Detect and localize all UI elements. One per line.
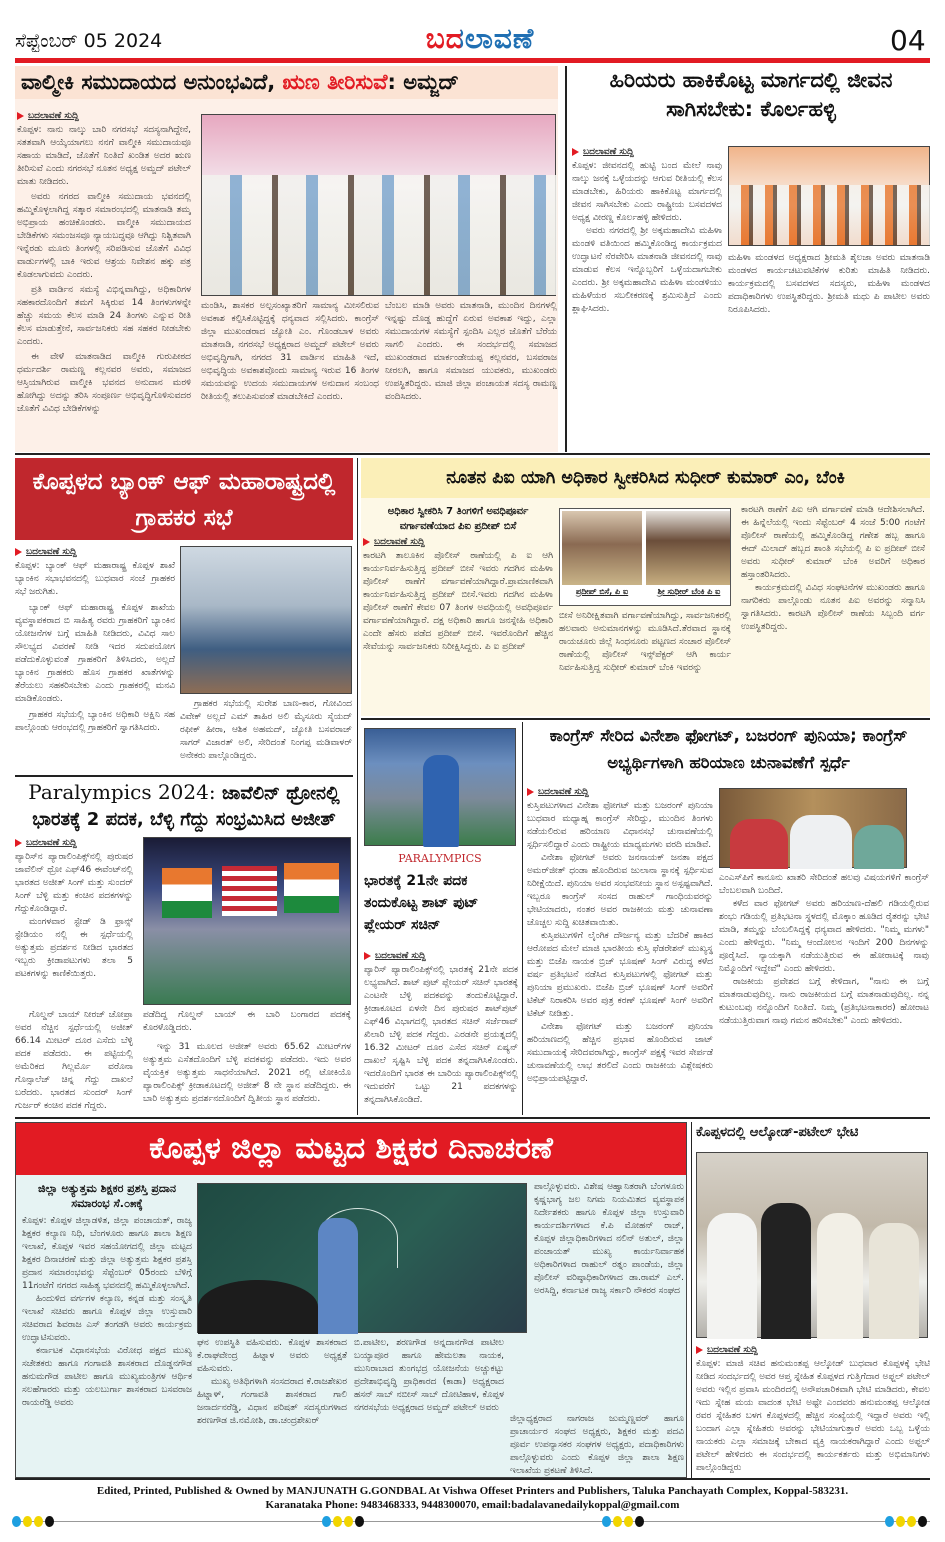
registration-dot bbox=[23, 1516, 32, 1527]
section-divider bbox=[15, 775, 353, 777]
teacher-figure bbox=[318, 1218, 358, 1334]
triangle-bullet-icon bbox=[363, 538, 370, 546]
registration-dot bbox=[885, 1516, 894, 1527]
photo-shotput-sachin bbox=[364, 728, 516, 846]
byline bbox=[572, 147, 722, 157]
article-body: ಮಂಗಳವಾರ ಸ್ಟೇಡ್ ಡಿ ಫ್ರಾನ್ಸ್ ಸ್ಟೇಡಿಯಂ ನಲ್ಲಿ ಈ ಸ್ಪರ್ಧೆಯಲ್ಲಿ ಅತ್ಯುತ್ತಮ ಪ್ರದರ್ಶನ ನೀಡಿದ ಭಾರತದ ಇಬ್ಬರು ಕ್ರೀಡಾಪಟುಗಳು ತಲಾ 5 ಪಟಕಗಳನ್ನು ಕಾಣಿಕೆಯಿತ್ತರು. bbox=[15, 917, 133, 979]
registration-dot bbox=[355, 1516, 364, 1527]
article-congress bbox=[527, 722, 930, 1115]
headline bbox=[15, 779, 353, 833]
article-body: ವಿನೇಶಾ ಫೋಗಟ್ ಅವರು ಜನನಾಯಕ್ ಜನತಾ ಪಕ್ಷದ ಅಮರ್‌ಜೀತ್ ಧಂಡಾ ಹೊಂದಿರುವ ಜುಲಾನಾ ಸ್ಥಾನಕ್ಕೆ ಸ್ಪರ್ಧಿಸುವ ನಿರೀಕ್ಷೆಯಿದೆ. ಪುನಿಯಾ ಅವರ ಸಂಭವನೀಯ ಸ್ಥಾನ ಅಸ್ಪಷ್ಟವಾಗಿದೆ. ಇಬ್ಬರೂ ಕಾಂಗ್ರೆಸ್ ಸಂಸದ ರಾಹುಲ್ ಗಾಂಧಿಯವರನ್ನು ಭೇಟಿಯಾದರು, ನಂತರ ಅವರ ರಾಜಕೀಯ ಮತ್ತು ಚುನಾವಣಾ ಚೊಚ್ಚಲ ಸುದ್ದಿ ಖಚಿತವಾಯಿತು. bbox=[527, 853, 713, 928]
photo-pradeep bbox=[562, 511, 642, 585]
headline-latin: Paralympics 2024: bbox=[28, 780, 222, 804]
article-body: ರಾಜಕೀಯ ಪ್ರವೇಶದ ಬಗ್ಗೆ ಕೇಳಿದಾಗ, "ನಾನು ಈ ಬಗ್ಗೆ ಮಾತನಾಡುವುದಿಲ್ಲ. ನಾನು ರಾಜಕೀಯದ ಬಗ್ಗೆ ಮಾತನಾಡುವುದಿಲ್ಲ. ನನ್ನ ಕುಟುಂಬವು ನನ್ನೊಂದಿಗೆ ನಿಂತಿದೆ. ನಿಮ್ಮ (ಪ್ರತಿಭಟನಾಕಾರರ) ಹೋರಾಟ ನಡೆಯುತ್ತಿರುವಾಗ ನಾವು ಗಮನ ಹರಿಸಬೇಕು" ಎಂದು ಹೇಳಿದರು. bbox=[719, 977, 929, 1026]
person-red-shirt bbox=[730, 819, 788, 869]
registration-dot bbox=[624, 1516, 633, 1527]
registration-bar bbox=[15, 1521, 930, 1522]
article-valmiki bbox=[15, 66, 558, 452]
byline bbox=[17, 111, 191, 121]
page-number: 04 bbox=[890, 24, 926, 57]
section-divider bbox=[15, 453, 930, 455]
footer-rule bbox=[15, 1478, 930, 1480]
article-body: ಕೊಪ್ಪಳ: ಮಾಜಿ ಸಚಿವ ಹನುಮಂತಪ್ಪ ಆಲ್ಕೋಡ್ ಬುಧವಾರ ಕೊಪ್ಪಳಕ್ಕೆ ಭೇಟಿ ನೀಡಿದ ಸಂದರ್ಭದಲ್ಲಿ ಅವರ ಆಪ್ತ ಸ್ನೇಹಿತ ಕೊಪ್ಪಳದ ಗುತ್ತಿಗೆದಾರ ಅಫ್ಜಲ್ ಪಟೇಲ್ ಅವರು ಇಲ್ಲಿನ ಪ್ರವಾಸಿ ಮಂದಿರದಲ್ಲಿ ಅನೌಪಚಾರಿಕವಾಗಿ ಭೇಟಿ ಮಾಡಿದರು, ಕೇವಲ ಇದು ಸ್ನೇಹ ಮಯ ವಾದಂತ ಭೇಟಿ ಅಷ್ಟೇ ಎಂದವರು ಹನುಮಂತಪ್ಪ ಆಲ್ಕೋಡ ರವರ ಸ್ನೇಹಿತರ ಬಳಗ ಕೊಪ್ಪಳದಲ್ಲಿ ಹೆಚ್ಚಿನ ಸಂಖ್ಯೆಯಲ್ಲಿ ಇದ್ದಾರೆ ಅವರು ಇಲ್ಲಿ ಬಂದಾಗ ಎಲ್ಲಾ ಸ್ನೇಹಿತರು ಅವರನ್ನು ಭೇಟಿಯಾಗುತ್ತಾರೆ ಅವರು ಒಬ್ಬ ಒಳ್ಳೆಯ ನಾಯಕರು ಎಲ್ಲಾ ಸಮಾಜಕ್ಕೆ ಬೇಕಾದ ವ್ಯಕ್ತಿ ನಾಯಕರಾಗಿದ್ದಾರೆ ಎಂದು ಅಫ್ಜಲ್ ಪಟೇಲ್ ಹೇಳಿದರು ಈ ಸಂದರ್ಭದಲ್ಲಿ ಕಾರ್ಯಕರ್ತರು ಮತ್ತು ಅಭಿಮಾನಿಗಳು ಪಾಲ್ಗೊಂಡಿದ್ದರು bbox=[696, 1359, 930, 1473]
article-body: ಕಾರಟಗಿ ತಾಲೂಕಿನ ಪೊಲೀಸ್ ಠಾಣೆಯಲ್ಲಿ ಪಿ ಐ ಆಗಿ ಕಾರ್ಯನಿರ್ವಹಿಸುತ್ತಿದ್ದ ಪ್ರದೀಪ್ ಬೀಸೆ ಇವರು ಗದಗಿನ ಮಹಿಳಾ ಪೊಲೀಸ್ ಠಾಣೆಗೆ ವರ್ಗಾವಣೆಯಾಗಿದ್ದಾರೆ.ಪ್ರಾಮಾಣಿಕವಾಗಿ ಕಾರ್ಯನಿರ್ವಹಿಸುತ್ತಿದ್ದ ಪ್ರದೀಪ್ ಬೀಸೆ.ಇವರು ಗದಗಿನ ಮಹಿಳಾ ಪೊಲೀಸ್ ಠಾಣೆಗೆ ಕೇವಲ 07 ತಿಂಗಳ ಅವಧಿಯಲ್ಲಿ ಅವಧಿಪೂರ್ವ ವರ್ಗಾವಣೆಯಾಗಿದ್ದಾರೆ. ದಕ್ಷ ಅಧಿಕಾರಿ ಹಾಗೂ ಜನಸ್ನೇಹಿ ಅಧಿಕಾರಿ ಎಂದೇ ಹೆಸರು ಪಡೆದ ಪ್ರದೀಪ್ ಬೀಸೆ. ಇವರೊಂದಿಗೆ ಹೆಚ್ಚಿನ ಸೇವೆಯನ್ನು ಸಾರ್ವಜನಿಕರು ನಿರೀಕ್ಷಿಸಿದ್ದರು. ಪಿ ಐ ಪ್ರದೀಪ್ bbox=[363, 551, 553, 652]
byline-text: ಬದಲಾವಣೆ ಸುದ್ದಿ bbox=[28, 111, 79, 121]
article-pi bbox=[361, 458, 930, 716]
triangle-bullet-icon bbox=[15, 548, 22, 556]
article-body: ವಿನೇಶಾ ಫೋಗಟ್ ಮತ್ತು ಬಜರಂಗ್ ಪುನಿಯಾ ಹರಿಯಾಣದಲ್ಲಿ ಹೆಚ್ಚಿನ ಪ್ರಭಾವ ಹೊಂದಿರುವ ಜಾಟ್ ಸಮುದಾಯಕ್ಕೆ ಸೇರಿದವರಾಗಿದ್ದು, ಕಾಂಗ್ರೆಸ್ ಪಕ್ಷಕ್ಕೆ ಇವರ ಸೇರ್ಪಡೆ ಚುನಾವಣೆಯಲ್ಲಿ ಲಾಭ ತರಲಿದೆ ಎಂದು ರಾಜಕೀಯ ವಿಶ್ಲೇಷಕರು ಅಭಿಪ್ರಾಯಪಟ್ಟಿದ್ದಾರೆ. bbox=[527, 1022, 713, 1084]
triangle-bullet-icon bbox=[17, 112, 24, 120]
article-body: ಈ ವೇಳೆ ಮಾತನಾಡಿದ ವಾಲ್ಮೀಕಿ ಗುರುಪೀಠದ ಧರ್ಮದರ್ಶಿ ರಾಮಣ್ಣ ಕಲ್ಲನವರ ಅವರು, ಸಮಾಜದ ಆಸ್ತಿಯಾಗಿರುವ ವಾಲ್ಮೀಕಿ ಭವನದ ಅನುದಾನ ಮರಳಿ ಹೋಗಿದ್ದು ಅದನ್ನು ತರಿಸಿ ಸಂಪೂರ್ಣ ಅಭಿವೃದ್ಧಿಗೊಳಿಸುವದರ ಜೊತೆಗೆ ವಿವಿಧ ಬೇಡಿಕೆಗಳನ್ನು bbox=[17, 352, 191, 414]
person-floral bbox=[854, 825, 904, 869]
article-body: ಬ್ಯಾಂಕ್ ಆಫ್ ಮಹಾರಾಷ್ಟ್ರ ಕೊಪ್ಪಳ ಶಾಖೆಯ ವ್ಯವಸ್ಥಾಪಕರಾದ ಬಿ ಸಾಹಿತ್ಯ ರವರು ಗ್ರಾಹಕರಿಗೆ ಬ್ಯಾಂಕಿನ ಯೋಜನೆಗಳ ಬಗ್ಗೆ ಮಾಹಿತಿ ನೀಡಿದರು, ವಿವಿಧ ಸಾಲ ಸೌಲಭ್ಯದ ವಿವರಣೆ ನೀಡಿ ಇದರ ಸದುಪಯೋಗ ಪಡೆದುಕೊಳ್ಳುವಂತೆ ಗ್ರಾಹಕರಿಗೆ ತಿಳಿಸಿದರು, ಅಲ್ಲದೆ ಬ್ಯಾಂಕಿನ ಗ್ರಾಹಕರು ಹೊಸ ಗ್ರಾಹಕರ ಖಾತೆಗಳನ್ನು ತೆರೆಯಲು ಸಹಕರಿಸಬೇಕು ಎಂದು ಗ್ರಾಹಕರಲ್ಲಿ ಮನವಿ ಮಾಡಿಕೊಂಡರು. bbox=[15, 603, 175, 704]
article-body: ಮಂಡಿಸಿ, ಶಾಸಕರ ಅಲ್ಪಸಂಖ್ಯಾತರಿಗೆ ಸಾಮಾನ್ಯ ಮೀಸಲಿರುವ ಅವಕಾಶ ಕಲ್ಪಿಸಿಕೊಟ್ಟಿದ್ದಕ್ಕೆ ಧನ್ಯವಾದ ಸಲ್ಲಿಸಿದರು. ಕಾಂಗ್ರೆಸ್ ಜಿಲ್ಲಾ ಮುಖಂಡರಾದ ಜ್ಯೋತಿ ಎಂ. ಗೊಂಡಬಾಳ ಅವರು ಮಾತನಾಡಿ, ನಗರಸಭೆ ಅಧ್ಯಕ್ಷರಾದ ಅಮ್ಜದ್ ಪಟೇಲ್ ಅವರು ಅಭಿವೃದ್ಧಿಗಾಗಿ, ನಗರದ 31 ವಾರ್ಡಿನ ಮಾಹಿತಿ ಇದೆ, ಅಭಿವೃದ್ಧಿಯ ಅವಕಾಶವೊಂದು ಸಾಮಾನ್ಯ ಇರುವ 16 ತಿಂಗಳ ಸಮಯವನ್ನು ಉದಯ ಸಮುದಾಯಗಳ ಅನುದಾನ ಸಂಬಂಧ ರೀತಿಯಲ್ಲಿ ತಲುಪಿಸುವಂತೆ ಮಾಡಬೇಕಿದೆ ಎಂದರು. bbox=[201, 301, 379, 402]
article-korlahalli bbox=[572, 66, 930, 452]
article-teachers-day bbox=[15, 1122, 687, 1478]
article-body: ಅವರು ನಗರದಲ್ಲಿ ಶ್ರೀ ಅಕ್ಕಮಹಾದೇವಿ ಮಹಿಳಾ ಮಂಡಳಿ ವತಿಯಿಂದ ಹಮ್ಮಿಕೊಂಡಿದ್ದ ಕಾರ್ಯಕ್ರಮದ ಉದ್ಘಾಟನೆ ನೆರವೇರಿಸಿ ಮಾತನಾಡಿ ಜೀವನದಲ್ಲಿ ನಾವು ಮಾಡುವ ಕೆಲಸ ಇನ್ನೊಬ್ಬರಿಗೆ ಒಳ್ಳೆಯದಾಗಬೇಕು ಎಂದರು. ಶ್ರೀ ಅಕ್ಕಮಹಾದೇವಿ ಮಹಿಳಾ ಮಂಡಳಿಯು ಮಹಿಳೆಯರ ಸಬಲೀಕರಣಕ್ಕೆ ಶ್ರಮಿಸುತ್ತಿದೆ ಎಂದು ಶ್ಲಾಘಿಸಿದರು. bbox=[572, 226, 722, 314]
headline: ಹಿರಿಯರು ಹಾಕಿಕೊಟ್ಟ ಮಾರ್ಗದಲ್ಲಿ ಜೀವನ ಸಾಗಿಸಬೇಕು: ಕೊರ್ಲಹಳ್ಳಿ bbox=[609, 68, 893, 121]
newspaper-logo bbox=[380, 22, 580, 58]
article-body: ಅವರು ನಗರದ ವಾಲ್ಮೀಕಿ ಸಮುದಾಯ ಭವನದಲ್ಲಿ ಹಮ್ಮಿಕೊಳ್ಳಲಾಗಿದ್ದ ಸತ್ಕಾರ ಸಮಾರಂಭದಲ್ಲಿ ಮಾತನಾಡಿ ತಮ್ಮ ಅಭಿಪ್ರಾಯ ಹಂಚಿಕೊಂಡರು. ವಾಲ್ಮೀಕಿ ಸಮುದಾಯದ ಬೇಡಿಕೆಗಳು ಸಮಂಜಸವೂ ನ್ಯಾಯಬದ್ಧವೂ ಆಗಿದ್ದು ನಿಶ್ಚಿತವಾಗಿ ಇನ್ನೆರಡು ಮೂರು ತಿಂಗಳಲ್ಲಿ ಸರಿಪಡಿಸುವ ಜೊತೆಗೆ ವಿವಿಧ ವಾರ್ಡುಗಳಲ್ಲಿ ಬಾಕಿ ಇರುವ ಆಶ್ರಯ ನಿವೇಶನ ಹಕ್ಕು ಪತ್ರ ಕೊಡಲಾಗುವದು ಎಂದರು. bbox=[17, 192, 191, 280]
byline-text: ಬದಲಾವಣೆ ಸುದ್ದಿ bbox=[375, 951, 426, 961]
column-divider bbox=[357, 722, 358, 1115]
subheadline: ಜಿಲ್ಲಾ ಅತ್ಯುತ್ತಮ ಶಿಕ್ಷಕರ ಪ್ರಶಸ್ತಿ ಪ್ರದಾನ ಸಮಾರಂಭ ಸೆ.೦೫ಕ್ಕೆ bbox=[37, 1182, 177, 1210]
section-kicker: PARALYMPICS bbox=[398, 852, 482, 865]
article-body: ಕೊಪ್ಪಳ: ಬ್ಯಾಂಕ್ ಆಫ್ ಮಹಾರಾಷ್ಟ್ರ ಕೊಪ್ಪಳ ಶಾಖೆ ಬ್ಯಾಂಕಿನ ಸಭಾಭವನದಲ್ಲಿ ಬುಧವಾರ ಸಂಜೆ ಗ್ರಾಹಕರ ಸಭೆ ಜರುಗಿತು. bbox=[15, 561, 175, 597]
article-alkod-patel bbox=[696, 1122, 930, 1478]
masthead bbox=[0, 0, 945, 62]
article-body: ಕಾರಟಗಿ ಠಾಣೆಗೆ ಪಿಐ ಆಗಿ ವರ್ಗಾವಣೆ ಮಾಡಿ ಆದೇಶಿಸಲಾಗಿದೆ. ಈ ಹಿನ್ನೆಲೆಯಲ್ಲಿ ಇಂದು ಸೆಪ್ಟೆಂಬರ್ 4 ಸಂಜೆ 5:00 ಗಂಟೆಗೆ ಪೊಲೀಸ್ ಠಾಣೆಯಲ್ಲಿ ಹಮ್ಮಿಕೊಂಡಿದ್ದ ಗಣೇಶ ಹಬ್ಬ ಹಾಗೂ ಈದ್ ಮಿಲಾದ್ ಹಬ್ಬದ ಶಾಂತಿ ಸಭೆಯಲ್ಲಿ ಪಿ ಐ ಪ್ರದೀಪ್ ಬೀಸೆ ಅವರು ಸುಧೀರ್ ಕುಮಾರ್ ಬೆಂಕಿ ಅವರಿಗೆ ಅಧಿಕಾರ ಹಸ್ತಾಂತರಿಸಿದರು. bbox=[741, 505, 925, 580]
photo-javelin-podium bbox=[143, 837, 351, 1005]
flag-india-right bbox=[284, 863, 339, 913]
masthead-red-rule bbox=[15, 58, 930, 63]
article-body: ಗ್ರಾಹಕರ ಸಭೆಯಲ್ಲಿ ಸುರೇಶ ಬಾಣ-ಕಾರ, ಗೋವಿಂದ ವಿವೇಕ್ ಅಲ್ಲದೆ ಎಮ್ ತಾಹಿರ ಅಲಿ ಮೈಸೂರು ಸೈಯದ್ ರಫೀಕ್ ಹೀರಾ, ಆಶಿಕ ಅಹಮದ್, ಜ್ಯೋತಿ ಬಸವರಾಜ್ ಸಾಗರ್ ವಿಜಾರತ್ ಅಲಿ, ಸೇರಿದಂತೆ ನಿಂಗಪ್ಪ ಮಡಿವಾಳರ್ ಅನೇಕರು ಪಾಲ್ಗೊಂಡಿದ್ದರು. bbox=[180, 699, 352, 761]
article-bank bbox=[15, 458, 353, 774]
imprint-line-2: Karanataka Phone: 9483468333, 9448300070, email:badalavanedailykoppal@gmail.com bbox=[265, 1499, 680, 1511]
article-body: ಬೆಂಬಲ ಮಾಡಿ ಅವರು ಮಾತನಾಡಿ, ಮುಂದಿನ ದಿನಗಳಲ್ಲಿ ಇನ್ನಷ್ಟು ದೊಡ್ಡ ಹುದ್ದೆಗೆ ಏರುವ ಅವಕಾಶ ಇದ್ದು, ಎಲ್ಲಾ ಸಮುದಾಯಗಳ ಸಮಸ್ಯೆಗೆ ಸ್ಪಂದಿಸಿ ಎಲ್ಲರ ಜೊತೆಗೆ ಬೆರೆಯ ಸಾಗಲಿ ಎಂದರು. ಈ ಸಂದರ್ಭದಲ್ಲಿ ಸಮಾಜದ ಮುಖಂಡರಾದ ಮಾರ್ಕಂಡೇಯಪ್ಪ ಕಲ್ಲನವರ, ಬಸವರಾಜ ನೀರಲಗಿ, ಹಾಗೂ ಸಮಾಜದ ಯುವಕರು, ಮುಖಂಡರು ಉಪಸ್ಥಿತರಿದ್ದರು. ಮಾಜಿ ಜಿಲ್ಲಾ ಪಂಚಾಯತ ಸದಸ್ಯ ರಾಮಣ್ಣ ವಂದಿಸಿದರು. bbox=[385, 301, 557, 402]
flag-india-left bbox=[162, 868, 212, 918]
imprint bbox=[0, 1484, 945, 1516]
column-divider bbox=[522, 722, 523, 1115]
article-paralympics-shotput bbox=[362, 722, 518, 1115]
registration-dot bbox=[918, 1516, 927, 1527]
article-body: ಜಿಲ್ಲಾಧ್ಯಕ್ಷರಾದ ನಾಗರಾಜ ಜುಮ್ಮಣ್ಣವರ್ ಹಾಗೂ ಪ್ರಾಚಾರ್ಯರ ಸಂಘದ ಅಧ್ಯಕ್ಷರು, ಶಿಕ್ಷಕರ ಮತ್ತು ಪದವಿ ಪೂರ್ವ ಉಪನ್ಯಾಸಕರ ಸಂಘಗಳ ಅಧ್ಯಕ್ಷರು, ಪದಾಧಿಕಾರಿಗಳು ಪಾಲ್ಗೊಳ್ಳುವರು ಎಂದು ಕೊಪ್ಪಳ ಜಿಲ್ಲಾ ಶಾಲಾ ಶಿಕ್ಷಣ ಇಲಾಖೆಯ ಪ್ರಕಟಣೆ ತಿಳಿಸಿದೆ. bbox=[510, 1414, 684, 1476]
byline-text: ಬದಲಾವಣೆ ಸುದ್ದಿ bbox=[538, 787, 589, 797]
article-body: ಕಾರ್ಯಕ್ರಮದಲ್ಲಿ ವಿವಿಧ ಸಂಘಟನೆಗಳ ಮುಖಂಡರು ಹಾಗೂ ನಾಗರಿಕರು ಪಾಲ್ಗೊಂಡು ನೂತನ ಪಿಐ ಅವರನ್ನು ಸನ್ಮಾನಿಸಿ ಸ್ವಾಗತಿಸಿದರು. ಕಾರಟಗಿ ಪೊಲೀಸ್ ಠಾಣೆಯ ಸಿಬ್ಬಂದಿ ವರ್ಗ ಉಪಸ್ಥಿತರಿದ್ದರು. bbox=[741, 583, 925, 632]
headline: ಕೊಪ್ಪಳದ ಬ್ಯಾಂಕ್ ಆಫ್ ಮಹಾರಾಷ್ಟ್ರದಲ್ಲಿ ಗ್ರಾಹಕರ ಸಭೆ bbox=[15, 458, 353, 540]
article-body: ಪಡೆದಿದ್ದ ಗೊಲ್ಡನ್ ಬಾಯ್ ಈ ಬಾರಿ ಬಂಗಾರದ ಪದಕಕ್ಕೆ ಕೊರಳೊಡ್ಡಿದರು. bbox=[143, 1010, 351, 1033]
registration-dot bbox=[45, 1516, 54, 1527]
headline: ನೂತನ ಪಿಐ ಯಾಗಿ ಅಧಿಕಾರ ಸ್ವೀಕರಿಸಿದ ಸುಧೀರ್ ಕುಮಾರ್ ಎಂ, ಬೆಂಕಿ bbox=[361, 458, 930, 498]
article-body: ಹಿಂದುಳಿದ ವರ್ಗಗಳ ಕಲ್ಯಾಣ, ಕನ್ನಡ ಮತ್ತು ಸಂಸ್ಕೃತಿ ಇಲಾಖೆ ಸಚಿವರು ಹಾಗೂ ಕೊಪ್ಪಳ ಜಿಲ್ಲಾ ಉಸ್ತುವಾರಿ ಸಚಿವರಾದ ಶಿವರಾಜ ಎಸ್ ತಂಗಡಗಿ ಅವರು ಕಾರ್ಯಕ್ರಮ ಉದ್ಘಾಟಿಸುವರು. bbox=[22, 1294, 192, 1343]
column-divider bbox=[691, 1122, 692, 1478]
article-body: ಕಳೆದ ವಾರ ಫೋಗಟ್ ಅವರು ಹರಿಯಾಣ-ದೆಹಲಿ ಗಡಿಯಲ್ಲಿರುವ ಶಂಭು ಗಡಿಯಲ್ಲಿ ಪ್ರತಿಭಟನಾ ಸ್ಥಳದಲ್ಲಿ ಮೊಕ್ಕಾಂ ಹೂಡಿದ ರೈತರನ್ನು ಭೇಟಿ ಮಾಡಿ, ತಮ್ಮನ್ನು ಬೆಂಬಲಿಸಿದ್ದಕ್ಕೆ ಧನ್ಯವಾದ ಹೇಳಿದರು. "ನಿಮ್ಮ ಮಗಳು" ಎಂದು ಹೇಳಿದ್ದರು. "ನಿಮ್ಮ ಆಂದೋಲನ ಇಂದಿಗೆ 200 ದಿನಗಳನ್ನು ಪೂರೈಸಿದೆ. ನ್ಯಾಯಕ್ಕಾಗಿ ನಡೆಯುತ್ತಿರುವ ಈ ಹೋರಾಟಕ್ಕೆ ನಾವು ನಿಮ್ಮೊಂದಿಗೆ ಇದ್ದೇವೆ" ಎಂದು ಹೇಳಿದರು. bbox=[719, 899, 929, 974]
photo-bank-meeting bbox=[180, 546, 352, 694]
byline-text: ಬದಲಾವಣೆ ಸುದ್ದಿ bbox=[26, 547, 77, 557]
headline-highlight: ಋಣ ತೀರಿಸುವೆ bbox=[282, 70, 388, 94]
article-body: ಮಹಿಳಾ ಮಂಡಳದ ಅಧ್ಯಕ್ಷರಾದ ಶ್ರೀಮತಿ ಶೈಲಜಾ ಅವರು ಮಾತನಾಡಿ ಮಂಡಳದ ಕಾರ್ಯಚಟುವಟಿಕೆಗಳ ಕುರಿತು ಮಾಹಿತಿ ನೀಡಿದರು. ಕಾರ್ಯಕ್ರಮದಲ್ಲಿ ಬಸವದಳದ ಸದಸ್ಯರು, ಮಹಿಳಾ ಮಂಡಳದ ಪದಾಧಿಕಾರಿಗಳು ಉಪಸ್ಥಿತರಿದ್ದರು. ಶ್ರೀಮತಿ ಮಧು ಪಿ ಪಾಟೀಲ ಅವರು ನಿರೂಪಿಸಿದರು. bbox=[728, 253, 930, 315]
photo-caption: ಪ್ರದೀಪ್ ಬಿಸೆ, ಪಿ ಐ bbox=[575, 587, 629, 596]
column-divider bbox=[565, 66, 567, 452]
article-body: ಕುಸ್ತಿಪಟುಗಳಾದ ವಿನೇಶಾ ಫೋಗಟ್ ಮತ್ತು ಬಜರಂಗ್ ಪುನಿಯಾ ಬುಧವಾರ ಮಧ್ಯಾಹ್ನ ಕಾಂಗ್ರೆಸ್ ಸೇರಿದ್ದು, ಮುಂದಿನ ತಿಂಗಳು ನಡೆಯಲಿರುವ ಹರಿಯಾಣ ವಿಧಾನಸಭೆ ಚುನಾವಣೆಯಲ್ಲಿ ಸ್ಪರ್ಧಿಸಲಿದ್ದಾರೆ ಎಂದು ರಾಷ್ಟ್ರೀಯ ಮಾಧ್ಯಮಗಳು ವರದಿ ಮಾಡಿವೆ. bbox=[527, 801, 713, 850]
person-3 bbox=[817, 1213, 863, 1339]
photo-people bbox=[202, 175, 557, 295]
article-body: ಮುಖ್ಯ ಅತಿಥಿಗಳಾಗಿ ಸಂಸದರಾದ ಕೆ.ರಾಜಶೇಖರ ಹಿಟ್ನಾಳ್, ಗಂಗಾವತಿ ಶಾಸಕರಾದ ಗಾಲಿ ಜನಾರ್ದನರೆಡ್ಡಿ, ವಿಧಾನ ಪರಿಷತ್ ಸದಸ್ಯರುಗಳಾದ ಶರಣಗೌಡ ಜಿ.ನಮೋಶಿ, ಡಾ.ಚಂದ್ರಶೇಖರ್ bbox=[197, 1377, 347, 1426]
byline bbox=[363, 537, 553, 547]
photo-wrestlers-rahul bbox=[719, 788, 907, 868]
headline: ಕೊಪ್ಪಳದಲ್ಲಿ ಆಲ್ಕೋಡ್-ಪಟೇಲ್ ಭೇಟಿ bbox=[696, 1125, 859, 1140]
article-body: ಕುಸ್ತಿಪಟುಗಳಿಗೆ ಲೈಂಗಿಕ ದೌರ್ಜನ್ಯ ಮತ್ತು ಬೆದರಿಕೆ ಹಾಕಿದ ಆರೋಪದ ಮೇಲೆ ಮಾಜಿ ಭಾರತೀಯ ಕುಸ್ತಿ ಫೆಡರೇಶನ್ ಮುಖ್ಯಸ್ಥ ಮತ್ತು ಬಿಜೆಪಿ ನಾಯಕ ಬ್ರಿಜ್ ಭೂಷಣ್ ಸಿಂಗ್ ವಿರುದ್ಧ ಕಳೆದ ವರ್ಷ ಪ್ರತಿಭಟನೆ ನಡೆಸಿದ ಕುಸ್ತಿಪಟುಗಳಲ್ಲಿ ಫೋಗಟ್ ಮತ್ತು ಪುನಿಯಾ ಪ್ರಮುಖರು. ಬಿಜೆಪಿ ಬ್ರಿಜ್ ಭೂಷಣ್ ಸಿಂಗ್ ಅವರಿಗೆ ಟಿಕೆಟ್ ನಿರಾಕರಿಸಿ ಅವರ ಪುತ್ರ ಕರಣ್ ಭೂಷಣ್ ಸಿಂಗ್ ಅವರಿಗೆ ಟಿಕೆಟ್ ನೀಡಿತ್ತು. bbox=[527, 931, 713, 1019]
student-head bbox=[198, 1280, 318, 1334]
flag-usa bbox=[222, 866, 277, 916]
person-2 bbox=[761, 1203, 811, 1339]
registration-dot bbox=[34, 1516, 43, 1527]
person-white-shirt bbox=[790, 815, 852, 869]
registration-dot bbox=[635, 1516, 644, 1527]
byline bbox=[364, 951, 518, 961]
photo-teacher-blackboard bbox=[197, 1183, 527, 1333]
byline-text: ಬದಲಾವಣೆ ಸುದ್ದಿ bbox=[26, 838, 77, 848]
article-body: ಬಿ.ಪಾಟೀಲ, ಶರಣಗೌಡ ಅನ್ನದಾನಗೌಡ ಪಾಟೀಲ ಬಯ್ಯಾಪೂರ ಹಾಗೂ ಹೇಮಲತಾ ನಾಯಕ, ಮುನಿರಾಬಾದ ತುಂಗಭದ್ರ ಯೋಜನೆಯ ಅಚ್ಚುಕಟ್ಟು ಪ್ರದೇಶಾಭಿವೃದ್ಧಿ ಪ್ರಾಧಿಕಾರದ (ಕಾಡಾ) ಅಧ್ಯಕ್ಷರಾದ ಹಸನ್ ಸಾಬ್ ನಬೀಸ್ ಸಾಬ್ ದೋಟಿಹಾಳ, ಕೊಪ್ಪಳ ನಗರಸಭೆಯ ಅಧ್ಯಕ್ಷರಾದ ಅಮ್ಜದ್ ಪಟೇಲ್ ಅವರು bbox=[354, 1338, 504, 1413]
registration-dot bbox=[344, 1516, 353, 1527]
subheadline: ಅಧಿಕಾರ ಸ್ವೀಕರಿಸಿ 7 ತಿಂಗಳಿಗೆ ಅವಧಿಪೂರ್ವ ವರ್ಗಾವಣೆಯಾದ ಪಿಐ ಪ್ರದೀಪ್ ಬಿಸೆ bbox=[387, 506, 529, 532]
person-4 bbox=[869, 1223, 919, 1339]
registration-dot bbox=[12, 1516, 21, 1527]
article-body: ಗ್ರಾಹಕರ ಸಭೆಯಲ್ಲಿ ಬ್ಯಾಂಕಿನ ಅಧಿಕಾರಿ ಅಕ್ಷಿನಿ ಸಹ ಪಾಲ್ಗೊಂಡು ಆರಂಭದಲ್ಲಿ ಗ್ರಾಹಕರಿಗೆ ಸ್ವಾಗತಿಸಿದರು. bbox=[15, 710, 175, 733]
photo-felicitation bbox=[201, 114, 556, 296]
article-body: ಕೊಪ್ಪಳ: ಕೊಪ್ಪಳ ಜಿಲ್ಲಾಡಳಿತ, ಜಿಲ್ಲಾ ಪಂಚಾಯತ್, ರಾಜ್ಯ ಶಿಕ್ಷಕರ ಕಲ್ಯಾಣ ನಿಧಿ, ಬೆಂಗಳೂರು ಹಾಗೂ ಶಾಲಾ ಶಿಕ್ಷಣ ಇಲಾಖೆ, ಕೊಪ್ಪಳ ಇವರ ಸಹಯೋಗದಲ್ಲಿ ಜಿಲ್ಲಾ ಮಟ್ಟದ ಶಿಕ್ಷಕರ ದಿನಾಚರಣೆ ಮತ್ತು ಜಿಲ್ಲಾ ಅತ್ಯುತ್ತಮ ಶಿಕ್ಷಕರ ಪ್ರಶಸ್ತಿ ಪ್ರದಾನ ಸಮಾರಂಭವನ್ನು ಸೆಪ್ಟೆಂಬರ್ 05ರಂದು ಬೆಳಿಗ್ಗೆ 11ಗಂಟೆಗೆ ನಗರದ ಸಾಹಿತ್ಯ ಭವನದಲ್ಲಿ ಹಮ್ಮಿಕೊಳ್ಳಲಾಗಿದೆ. bbox=[22, 1216, 192, 1291]
byline-text: ಬದಲಾವಣೆ ಸುದ್ದಿ bbox=[707, 1345, 758, 1355]
section-divider bbox=[361, 718, 930, 720]
registration-dot bbox=[896, 1516, 905, 1527]
issue-date: ಸೆಪ್ಟೆಂಬರ್ 05 2024 bbox=[15, 30, 163, 52]
headline: ಕಾಂಗ್ರೆಸ್ ಸೇರಿದ ವಿನೇಶಾ ಫೋಗಟ್, ಬಜರಂಗ್ ಪುನಿಯಾ; ಕಾಂಗ್ರೆಸ್ ಅಭ್ಯರ್ಥಿಗಳಾಗಿ ಹರಿಯಾಣ ಚುನಾವಣೆಗೆ ಸ್ಪರ್ಧೆ bbox=[549, 726, 908, 772]
article-body: ಕೊಪ್ಪಳ: ನಾನು ನಾಲ್ಕು ಬಾರಿ ನಗರಸಭೆ ಸದಸ್ಯನಾಗಿದ್ದೇನೆ, ಸತತವಾಗಿ ಆಯ್ಕೆಯಾಗಲು ನನಗೆ ವಾಲ್ಮೀಕಿ ಸಮುದಾಯವೂ ಸಹಾಯ ಮಾಡಿದೆ, ಜೊತೆಗೆ ನಿಂತಿದೆ ಖಂಡಿತ ಅದರ ಋಣ ತೀರಿಸುವೆ ಎಂದು ನಗರಸಭೆ ನೂತನ ಅಧ್ಯಕ್ಷ ಅಮ್ಜದ್ ಪಟೇಲ್ ಮಾತು ನೀಡಿದರು. bbox=[17, 125, 191, 187]
headline-part: ವಾಲ್ಮೀಕಿ ಸಮುದಾಯದ ಅನುಂಭವಿದೆ, bbox=[21, 70, 283, 94]
photo-sudheer bbox=[646, 511, 730, 585]
registration-dot bbox=[907, 1516, 916, 1527]
registration-dot bbox=[602, 1516, 611, 1527]
article-body: ಪಾಲ್ಗೊಳ್ಳುವರು. ವಿಶೇಷ ಆಹ್ವಾನಿತರಾಗಿ ಬೆಂಗಳೂರು ಕೃಷ್ಣಭಾಗ್ಯ ಜಲ ನಿಗಮ ನಿಯಮಿತದ ವ್ಯವಸ್ಥಾಪಕ ನಿರ್ದೇಶಕರು ಹಾಗೂ ಕೊಪ್ಪಳ ಜಿಲ್ಲಾ ಉಸ್ತುವಾರಿ ಕಾರ್ಯದರ್ಶಿಗಳಾದ ಕೆ.ಪಿ ಮೋಹನ್ ರಾಜ್, ಕೊಪ್ಪಳ ಜಿಲ್ಲಾಧಿಕಾರಿಗಳಾದ ನಲಿನ್ ಅತುಲ್, ಜಿಲ್ಲಾ ಪಂಚಾಯತ್ ಮುಖ್ಯ ಕಾರ್ಯನಿರ್ವಾಹಕ ಅಧಿಕಾರಿಗಳಾದ ರಾಹುಲ್ ರತ್ನಂ ಪಾಂಡೆಯ, ಜಿಲ್ಲಾ ಪೊಲೀಸ್ ವರಿಷ್ಠಾಧಿಕಾರಿಗಳಾದ ಡಾ.ರಾಮ್ ಎಲ್. ಅರಸಿದ್ದಿ, ಕರ್ನಾಟಕ ರಾಜ್ಯ ಸರ್ಕಾರಿ ನೌಕರರ ಸಂಘದ bbox=[534, 1182, 684, 1296]
athlete-figure bbox=[423, 755, 459, 847]
headline: ಕೊಪ್ಪಳ ಜಿಲ್ಲಾ ಮಟ್ಟದ ಶಿಕ್ಷಕರ ದಿನಾಚರಣೆ bbox=[16, 1123, 686, 1175]
photo-people bbox=[729, 185, 930, 245]
byline bbox=[527, 787, 713, 797]
article-body: ಪ್ಯಾರಿಸ್ ಪ್ಯಾರಾಲಿಂಪಿಕ್ಸ್‌ನಲ್ಲಿ ಭಾರತಕ್ಕೆ 21ನೇ ಪದಕ ಲಭ್ಯವಾಗಿದೆ. ಶಾಟ್ ಪುಟ್ ಪ್ಲೇಯರ್ ಸಚಿನ್ ಭಾರತಕ್ಕೆ ಎಂಟನೇ ಬೆಳ್ಳಿ ಪದಕವನ್ನು ತಂದುಕೊಟ್ಟಿದ್ದಾರೆ. ಕ್ರೀಡಾಕೂಟದ ಏಳನೇ ದಿನ ಪುರುಷರ ಶಾಟ್‌ಪುಟ್ ಎಫ್46 ವಿಭಾಗದಲ್ಲಿ ಭಾರತದ ಸಚಿನ್ ಸರ್ಜೆರಾವ್ ಖಿಲಾರಿ ಬೆಳ್ಳಿ ಪದಕ ಗೆದ್ದರು. ಎರಡನೇ ಪ್ರಯತ್ನದಲ್ಲಿ 16.32 ಮೀಟರ್ ದೂರ ಎಸೆದ ಸಚಿನ್ ಏಷ್ಯನ್ ದಾಖಲೆ ಸೃಷ್ಟಿಸಿ ಬೆಳ್ಳಿ ಪದಕ ತನ್ನದಾಗಿಸಿಕೊಂಡರು. ಇದರೊಂದಿಗೆ ಭಾರತ ಈ ಬಾರಿಯ ಪ್ಯಾರಾಲಿಂಪಿಕ್ಸ್‌ನಲ್ಲಿ ಇದುವರೆಗೆ ಒಟ್ಟು 21 ಪದಕಗಳನ್ನು ತನ್ನದಾಗಿಸಿಕೊಂಡಿದೆ. bbox=[364, 965, 518, 1105]
byline-text: ಬದಲಾವಣೆ ಸುದ್ದಿ bbox=[583, 147, 634, 157]
byline-text: ಬದಲಾವಣೆ ಸುದ್ದಿ bbox=[374, 537, 425, 547]
logo-text: ಬದಲಾವಣೆ bbox=[425, 22, 535, 55]
triangle-bullet-icon bbox=[364, 952, 371, 960]
article-body: ಘನ ಉಪಸ್ಥಿತಿ ವಹಿಸುವರು. ಕೊಪ್ಪಳ ಶಾಸಕರಾದ ಕೆ.ರಾಘವೇಂದ್ರ ಹಿಟ್ನಾಳ ಅವರು ಅಧ್ಯಕ್ಷತೆ ವಹಿಸುವರು. bbox=[197, 1338, 347, 1374]
registration-dot bbox=[333, 1516, 342, 1527]
registration-dot bbox=[613, 1516, 622, 1527]
article-body: ಕರ್ನಾಟಕ ವಿಧಾನಸಭೆಯ ವಿರೋಧ ಪಕ್ಷದ ಮುಖ್ಯ ಸಚೇತಕರು ಹಾಗೂ ಗಂಗಾವತಿ ಶಾಸಕರಾದ ದೊಡ್ಡನಗೌಡ ಹನುಮಗೌಡ ಪಾಟೀಲ ಹಾಗೂ ಮುಖ್ಯಮಂತ್ರಿಗಳ ಆರ್ಥಿಕ ಸಲಹೆಗಾರರು ಮತ್ತು ಯಲಬುರ್ಗಾ ಶಾಸಕರಾದ ಬಸವರಾಜ ರಾಯರೆಡ್ಡಿ ಅವರು bbox=[22, 1346, 192, 1408]
article-body: ಬೀಸೆ ಅನಿರೀಕ್ಷಿತವಾಗಿ ವರ್ಗಾವಣೆಯಾಗಿದ್ದು, ಸಾರ್ವಜನಿಕರಲ್ಲಿ ಹಲವಾರು ಅನುಮಾನಗಳನ್ನು ಮೂಡಿಸಿದೆ.ತೆರವಾದ ಸ್ಥಾನಕ್ಕೆ ರಾಯಚೂರು ಜಿಲ್ಲೆ ಸಿಂಧನೂರು ಪಟ್ಟಣದ ಸಂಚಾರ ಪೊಲೀಸ್ ಠಾಣೆಯಲ್ಲಿ ಪೊಲೀಸ್ ಇನ್ಸ್‌ಪೆಕ್ಟರ್ ಆಗಿ ಕಾರ್ಯ ನಿರ್ವಹಿಸುತ್ತಿದ್ದ ಸುಧೀರ್ ಕುಮಾರ್ ಬೆಂಕಿ ಇವರನ್ನು bbox=[559, 611, 731, 673]
headline-kannada: ಜಾವೆಲಿನ್ ಥ್ರೋನಲ್ಲಿ ಭಾರತಕ್ಕೆ 2 ಪದಕ, ಬೆಳ್ಳಿ ಗೆದ್ದು ಸಂಭ್ರಮಿಸಿದ ಅಜೀತ್ bbox=[32, 783, 340, 830]
triangle-bullet-icon bbox=[15, 839, 22, 847]
section-divider bbox=[15, 1117, 930, 1119]
byline bbox=[15, 547, 175, 557]
article-body: ಎಂಎಸ್‌ಪಿಗೆ ಕಾನೂನು ಖಾತರಿ ಸೇರಿದಂತೆ ಹಲವು ವಿಷಯಗಳಿಗೆ ಕಾಂಗ್ರೆಸ್ ಬೆಂಬಲವಾಗಿ ಬಂದಿದೆ. bbox=[719, 873, 929, 896]
headline: ಭಾರತಕ್ಕೆ 21ನೇ ಪದಕ ತಂದುಕೊಟ್ಟ ಶಾಟ್ ಪುಟ್ ಪ್ಲೇಯರ್ ಸಚಿನ್ bbox=[364, 873, 479, 933]
article-body: ಕೊಪ್ಪಳ: ಜೀವನದಲ್ಲಿ ಹುಟ್ಟಿ ಬಂದ ಮೇಲೆ ನಾವು ನಾಲ್ಕು ಜನಕ್ಕೆ ಒಳ್ಳೆಯದನ್ನು ಆಗುವ ರೀತಿಯಲ್ಲಿ ಕೆಲಸ ಮಾಡಬೇಕು, ಹಿರಿಯರು ಹಾಕಿಕೊಟ್ಟ ಮಾರ್ಗದಲ್ಲಿ ಜೀವನ ಸಾಗಿಸಬೇಕು ಎಂದು ರಾಷ್ಟ್ರೀಯ ಬಸವದಳದ ಅಧ್ಯಕ್ಷ ವೀರಣ್ಣ ಕೊರ್ಲಹಳ್ಳಿ ಹೇಳಿದರು. bbox=[572, 161, 722, 223]
imprint-line-1: Edited, Printed, Published & Owned by MANJUNATH G.GONDBAL At Vishwa Offeset Printers and Publishers, Taluka Panchayath Complex, Koppal-583231. bbox=[96, 1485, 849, 1497]
byline bbox=[15, 838, 133, 848]
article-body: ಇನ್ನು 31 ಮೂಲದ ಅಜೀತ್ ಅವರು 65.62 ಮೀಟರ್‌ಗಳ ಅತ್ಯುತ್ತಮ ಎಸೆತದೊಂದಿಗೆ ಬೆಳ್ಳಿ ಪದಕವನ್ನು ಪಡೆದರು. ಇದು ಅವರ ವೈಯಕ್ತಿಕ ಅತ್ಯುತ್ತಮ ಸಾಧನೆಯಾಗಿದೆ. 2021 ರಲ್ಲಿ ಟೋಕಿಯೊ ಪ್ಯಾರಾಲಿಂಪಿಕ್ಸ್ ಕ್ರೀಡಾಕೂಟದಲ್ಲಿ ಅಜೀತ್ 8 ನೇ ಸ್ಥಾನ ಪಡೆದಿದ್ದರು. ಈ ಬಾರಿ ಅತ್ಯುತ್ತಮ ಪ್ರದರ್ಶನದೊಂದಿಗೆ ದ್ವಿತೀಯ ಸ್ಥಾನ ಪಡೆದರು. bbox=[143, 1042, 351, 1104]
photo-caption: ಶ್ರೀ ಸುಧೀರ್ ಬೆಂಕಿ ಪಿ ಐ bbox=[657, 587, 721, 596]
headline bbox=[15, 66, 558, 99]
article-paralympics-javelin bbox=[15, 779, 353, 1115]
triangle-bullet-icon bbox=[572, 148, 579, 156]
headline-part: : ಅಮ್ಜದ್ bbox=[387, 70, 459, 94]
photo-alkod-patel bbox=[696, 1152, 928, 1338]
article-body: ಪ್ಯಾರಿಸ್‌ನ ಪ್ಯಾರಾಲಿಂಪಿಕ್ಸ್‌ನಲ್ಲಿ ಪುರುಷರ ಜಾವೆಲಿನ್ ಥ್ರೋ ಎಫ್46 ಈವೆಂಟ್‌ನಲ್ಲಿ ಭಾರತದ ಅಜೀತ್ ಸಿಂಗ್ ಮತ್ತು ಸುಂದರ್ ಸಿಂಗ್ ಬೆಳ್ಳಿ ಮತ್ತು ಕಂಚಿನ ಪದಕಗಳನ್ನು ಗೆದ್ದುಕೊಂಡಿದ್ದಾರೆ. bbox=[15, 852, 133, 914]
article-body: ಗೊಲ್ಡನ್ ಬಾಯ್ ನೀರಜ್ ಚೋಪ್ರಾ ಅವರ ನೆಚ್ಚಿನ ಸ್ಪರ್ಧೆಯಲ್ಲಿ ಅಜೀತ್ 66.14 ಮೀಟರ್ ದೂರ ಎಸೆದು ಬೆಳ್ಳಿ ಪದಕ ಪಡೆದರು. ಈ ಪಟ್ಟಿಯಲ್ಲಿ ಅಮೆರಿಕದ ಗಿಲ್ಲರ್ಮೊ ವರೊನಾ ಗೊನ್ಸಾಲೆಜ್ ಚಿನ್ನ ಗೆದ್ದು ದಾಖಲೆ ಬರೆದರು. ಭಾರತದ ಸುಂದರ್ ಸಿಂಗ್ ಗುರ್ಜರ್ ಕಂಚಿನ ಪದಕ ಗೆದ್ದರು. bbox=[15, 1010, 133, 1111]
byline bbox=[696, 1345, 930, 1355]
registration-dot bbox=[322, 1516, 331, 1527]
triangle-bullet-icon bbox=[696, 1346, 703, 1354]
triangle-bullet-icon bbox=[527, 788, 534, 796]
photo-mahila-mandali bbox=[728, 146, 930, 246]
article-body: ಪ್ರತಿ ವಾರ್ಡಿನ ಸಮಸ್ಯೆ ವಿಭಿನ್ನವಾಗಿದ್ದು, ಅಧಿಕಾರಿಗಳ ಸಹಕಾರದೊಂದಿಗೆ ತಮಗೆ ಸಿಕ್ಕಿರುವ 14 ತಿಂಗಳುಗಳನ್ನೇ ಹೆಚ್ಚು ಸಮಯ ಕೆಲಸ ಮಾಡಿ 24 ತಿಂಗಳು ಎನ್ನುವ ರೀತಿ ಕೆಲಸ ಮಾಡುತ್ತೇನೆ, ಸಾರ್ವಜನಿಕರು ಸಹ ಸಹಕರ ನೀಡಬೇಕು ಎಂದರು. bbox=[17, 285, 191, 347]
person-1 bbox=[707, 1213, 757, 1339]
